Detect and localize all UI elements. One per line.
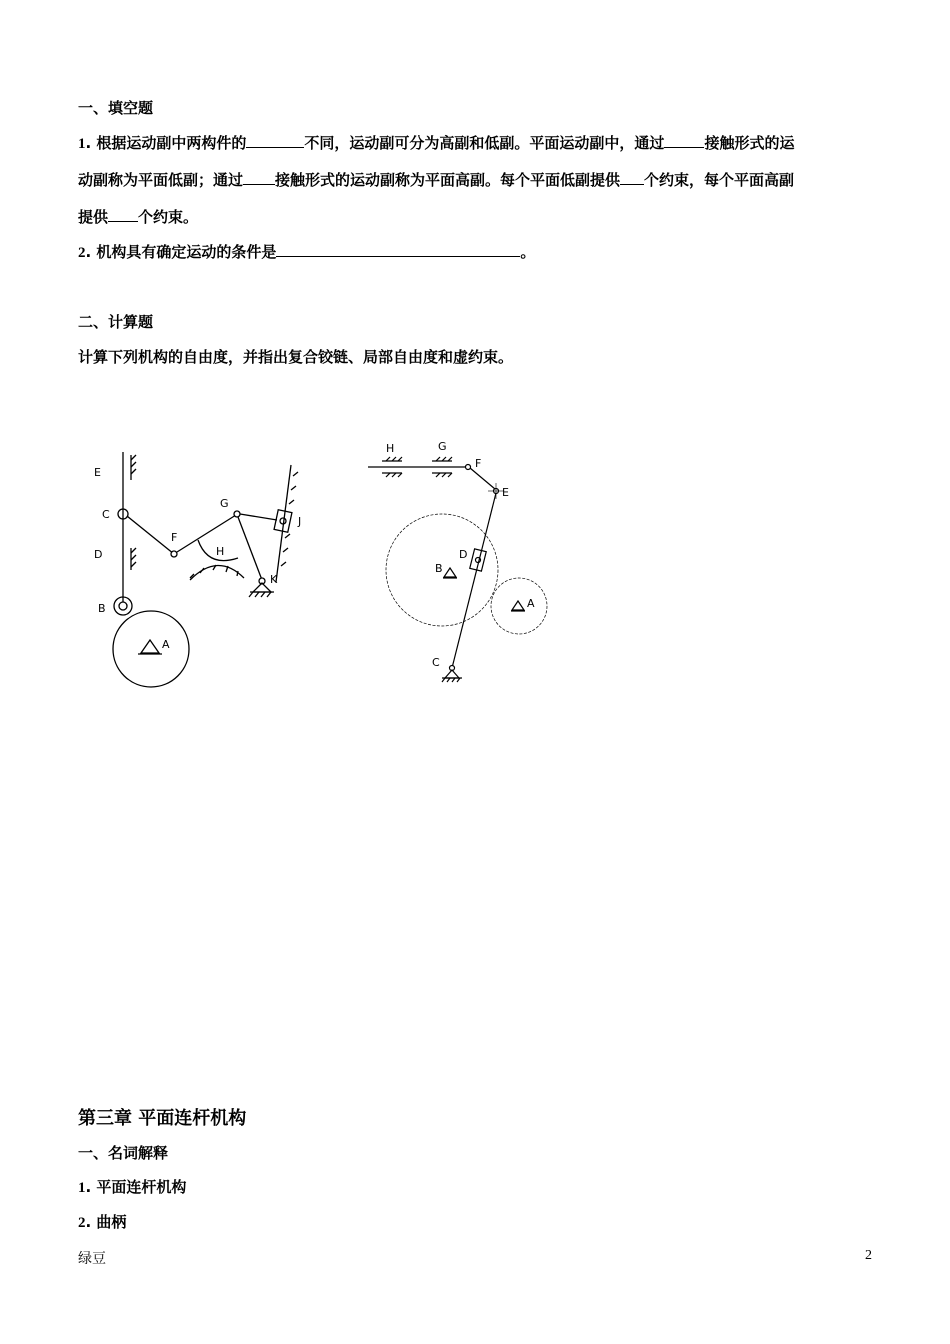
q1-text-g: 提供 <box>78 208 109 226</box>
label-B: B <box>98 602 106 615</box>
q1-blank-3[interactable] <box>243 170 275 185</box>
q1-blank-4[interactable] <box>620 170 644 185</box>
label-B: B <box>435 562 443 575</box>
label-J: J <box>298 515 302 528</box>
term-item-2 <box>78 1212 126 1233</box>
q1-line3 <box>78 207 198 227</box>
mechanism-figure-1 <box>80 440 320 690</box>
label-C: C <box>432 656 440 669</box>
label-G: G <box>220 497 229 510</box>
term-item-1-text: . 平面连杆机构 <box>85 1178 187 1196</box>
q1-text-f: 个约束，每个平面高副 <box>644 171 795 189</box>
q1-number: 1 <box>78 136 86 152</box>
label-E: E <box>94 466 101 479</box>
term-item-2-number: 2 <box>78 1215 86 1231</box>
label-H: H <box>216 545 225 558</box>
section2-heading: 二、计算题 <box>78 313 154 331</box>
q1-blank-5[interactable] <box>108 207 138 222</box>
label-D: D <box>94 548 103 561</box>
term-item-1-number: 1 <box>78 1180 86 1196</box>
q1-text-h: 个约束。 <box>138 208 199 226</box>
q2-text-b: 。 <box>520 243 536 261</box>
label-A: A <box>527 597 535 610</box>
term-item-1 <box>78 1177 186 1198</box>
term-item-2-text: . 曲柄 <box>85 1213 127 1231</box>
page-number: 2 <box>865 1248 872 1263</box>
q1-text-e: 接触形式的运动副称为平面高副。每个平面低副提供 <box>275 171 621 189</box>
q2-blank[interactable] <box>276 242 520 257</box>
q1-text-d: 动副称为平面低副；通过 <box>78 171 244 189</box>
q1-text-b: 不同，运动副可分为高副和低副。平面运动副中，通过 <box>304 134 665 152</box>
q2-text-a: . 机构具有确定运动的条件是 <box>85 243 277 261</box>
chapter-sub-heading: 一、名词解释 <box>78 1144 169 1162</box>
q1-text-a: . 根据运动副中两构件的 <box>85 134 247 152</box>
label-F: F <box>171 531 178 544</box>
q1-line2 <box>78 170 794 190</box>
q1-line1 <box>78 133 794 154</box>
mechanism-figure-2 <box>360 430 560 690</box>
label-G: G <box>438 440 447 453</box>
label-D: D <box>459 548 468 561</box>
footer-label: 绿豆 <box>78 1251 106 1267</box>
q1-text-c: 接触形式的运 <box>704 134 795 152</box>
label-F: F <box>475 457 482 470</box>
q2-line <box>78 242 535 263</box>
section1-heading: 一、填空题 <box>78 99 154 117</box>
q2-number: 2 <box>78 245 86 261</box>
label-K: K <box>270 573 278 586</box>
q1-blank-1[interactable] <box>246 133 304 148</box>
label-E: E <box>502 486 509 499</box>
section2-instruction: 计算下列机构的自由度，并指出复合铰链、局部自由度和虚约束。 <box>78 348 514 366</box>
q1-blank-2[interactable] <box>664 133 704 148</box>
label-H: H <box>386 442 395 455</box>
label-A: A <box>162 638 170 651</box>
chapter-title: 第三章 平面连杆机构 <box>78 1108 247 1129</box>
label-C: C <box>102 508 110 521</box>
